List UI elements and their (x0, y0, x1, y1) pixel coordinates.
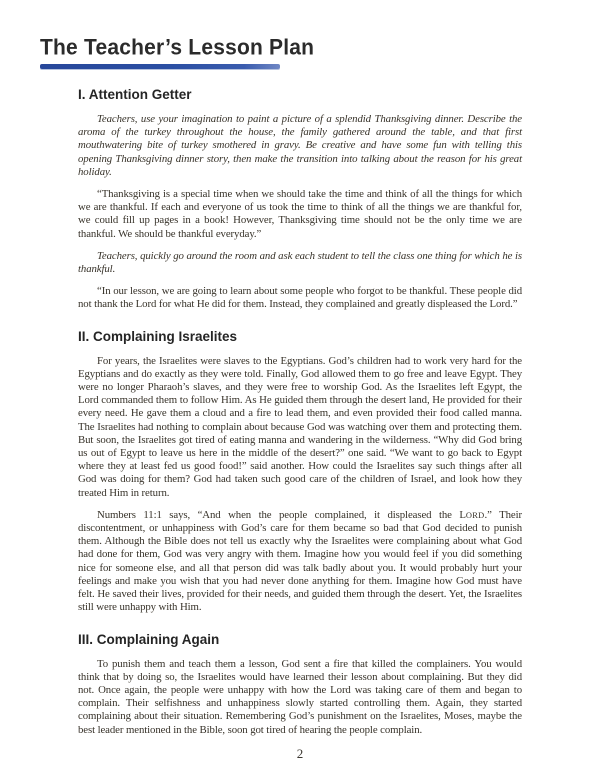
paragraph: For years, the Israelites were slaves to the Egyptians. God’s children had to work very hard for the Egyptians and do exactly as they were told. Finally, God allowed them to go free and leave Egypt. They were no longer Pharaoh’s slaves, and they were free to worship God. As the Israelites left Egypt, the Lord commanded them to follow Him. As He guided them through the desert land, He provided for their every need. He gave them a cloud and a fire to lead them, and even provided their food called manna. The Israelites had nothing to complain about because God was watching over them and protecting them. But soon, the Israelites got tired of eating manna and wandering in the wilderness. “Why did God bring us out of Egypt to leave us here in the middle of the desert?” one said. “We want to go back to Egypt where they at least fed us good food!” said another. How could the Israelites say such things after all God was doing for them? God had taken such good care of the children of Israel, and look how they treated Him in return. (78, 354, 522, 499)
paragraph: To punish them and teach them a lesson, God sent a fire that killed the complainers. You would think that by doing so, the Israelites would have learned their lesson about complaining. But they did not. Once again, the people were unhappy with how the Lord was taking care of them and began to complain. Their selfishness and unhappiness slowly started controlling them. Again, they started complaining about their situation. Remembering God’s punishment on the Israelites, Moses, maybe the best leader mentioned in the Bible, soon got tired of hearing the people complain. (78, 657, 522, 736)
document-content (78, 87, 522, 737)
page-number: 2 (296, 746, 304, 761)
title-underline-rule (40, 64, 280, 69)
paragraph: Numbers 11:1 says, “And when the people complained, it displeased the LORD.” Their discontentment, or unhappiness with God’s care for them became so bad that God decided to punish them. Although the Bible does not tell us exactly why the Israelites were complaining about what God had done for them, God was very angry with them. Imagine how you would feel if you did something nice for someone else, and all that person did was talk badly about you. It would probably hurt your feelings and make you wish that you had never done anything for them. Imagine how God must have felt. He saved their lives, provided for their needs, and guided them through the desert. Yet, the Israelites still were unhappy with Him. (78, 508, 523, 614)
section-heading-1: I. Attention Getter (78, 87, 192, 102)
lord-small-caps: ORD (465, 509, 485, 520)
teacher-direction-paragraph: Teachers, quickly go around the room and ask each student to tell the class one thing for which he is thankful. (78, 249, 522, 276)
page-title: The Teacher’s Lesson Plan (40, 36, 315, 60)
teacher-direction-paragraph: Teachers, use your imagination to paint a picture of a splendid Thanksgiving dinner. Describe the aroma of the turkey throughout the house, the family gathered around the table, and that first mouthwatering bite of turkey smothered in gravy. Be creative and have some fun with telling this opening Thanksgiving dinner story, then make the transition into talking about the reason for his great holiday. (78, 113, 522, 178)
paragraph: “In our lesson, we are going to learn about some people who forgot to be thankful. These people did not thank the Lord for what He did for them. Instead, they complained and greatly displeased the Lord.” (78, 285, 522, 311)
paragraph: “Thanksgiving is a special time when we should take the time and think of all the things for which we are thankful. If each and everyone of us took the time to think of all the things we are thankful for, we could fill up pages in a book! However, Thanksgiving time should not be the only time we are thankful. We should be thankful everyday.” (78, 188, 522, 240)
section-heading-2: II. Complaining Israelites (78, 328, 238, 344)
section-heading-3: III. Complaining Again (78, 631, 220, 647)
